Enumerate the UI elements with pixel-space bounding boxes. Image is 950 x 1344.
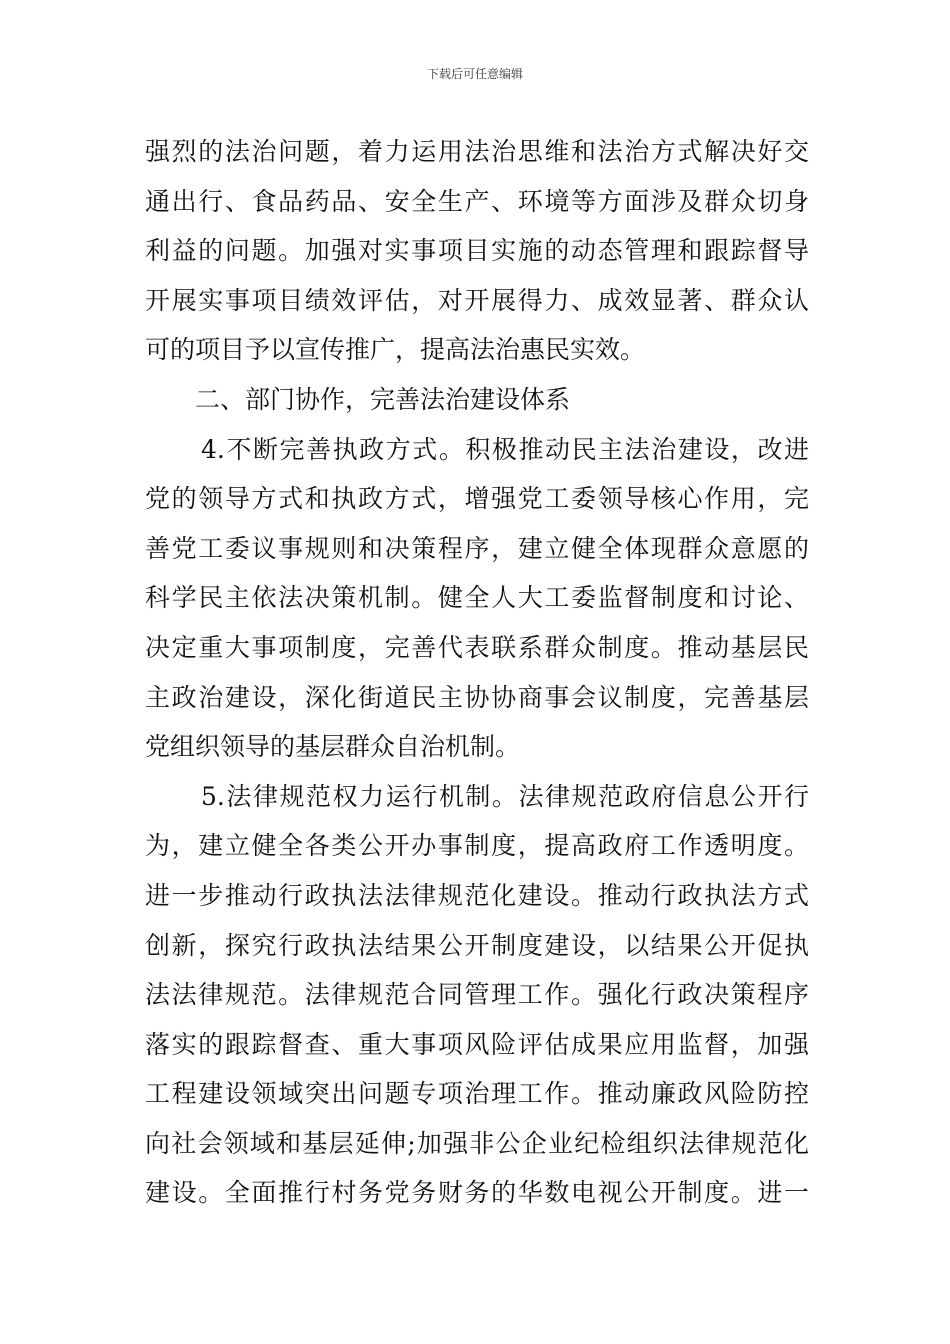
text-line: 法法律规范。法律规范合同管理工作。强化行政决策程序 bbox=[145, 980, 809, 1010]
text-line: 科学民主依法决策机制。健全人大工委监督制度和讨论、 bbox=[145, 583, 809, 613]
page-header-note: 下载后可任意编辑 bbox=[426, 67, 523, 81]
section-heading: 二、部门协作，完善法治建设体系 bbox=[195, 384, 571, 414]
text-line: 进一步推动行政执法法律规范化建设。推动行政执法方式 bbox=[145, 880, 809, 910]
text-line: 主政治建设，深化街道民主协协商事会议制度，完善基层 bbox=[145, 682, 809, 712]
text-line: 可的项目予以宣传推广，提高法治惠民实效。 bbox=[145, 335, 646, 365]
document-body bbox=[145, 127, 809, 1218]
text-line: 为，建立健全各类公开办事制度，提高政府工作透明度。 bbox=[145, 831, 809, 861]
text-line: 开展实事项目绩效评估，对开展得力、成效显著、群众认 bbox=[145, 285, 809, 315]
text-line: 善党工委议事规则和决策程序，建立健全体现群众意愿的 bbox=[145, 533, 809, 563]
text-line: 工程建设领域突出问题专项治理工作。推动廉政风险防控 bbox=[145, 1079, 809, 1109]
text-line: 党组织领导的基层群众自治机制。 bbox=[145, 732, 521, 762]
paragraph-start-line: 5.法律规范权力运行机制。法律规范政府信息公开行 bbox=[201, 781, 809, 811]
text-line: 建设。全面推行村务党务财务的华数电视公开制度。进一 bbox=[145, 1178, 809, 1208]
text-line: 落实的跟踪督查、重大事项风险评估成果应用监督，加强 bbox=[145, 1029, 809, 1059]
text-line: 通出行、食品药品、安全生产、环境等方面涉及群众切身 bbox=[145, 186, 809, 216]
text-line: 向社会领域和基层延伸;加强非公企业纪检组织法律规范化 bbox=[145, 1128, 809, 1158]
text-line: 党的领导方式和执政方式，增强党工委领导核心作用，完 bbox=[145, 484, 809, 514]
paragraph-start-line: 4.不断完善执政方式。积极推动民主法治建设，改进 bbox=[201, 434, 809, 464]
text-line: 决定重大事项制度，完善代表联系群众制度。推动基层民 bbox=[145, 632, 809, 662]
text-line: 利益的问题。加强对实事项目实施的动态管理和跟踪督导 bbox=[145, 236, 809, 266]
text-line: 创新，探究行政执法结果公开制度建设，以结果公开促执 bbox=[145, 930, 809, 960]
text-line: 强烈的法治问题，着力运用法治思维和法治方式解决好交 bbox=[145, 137, 809, 166]
